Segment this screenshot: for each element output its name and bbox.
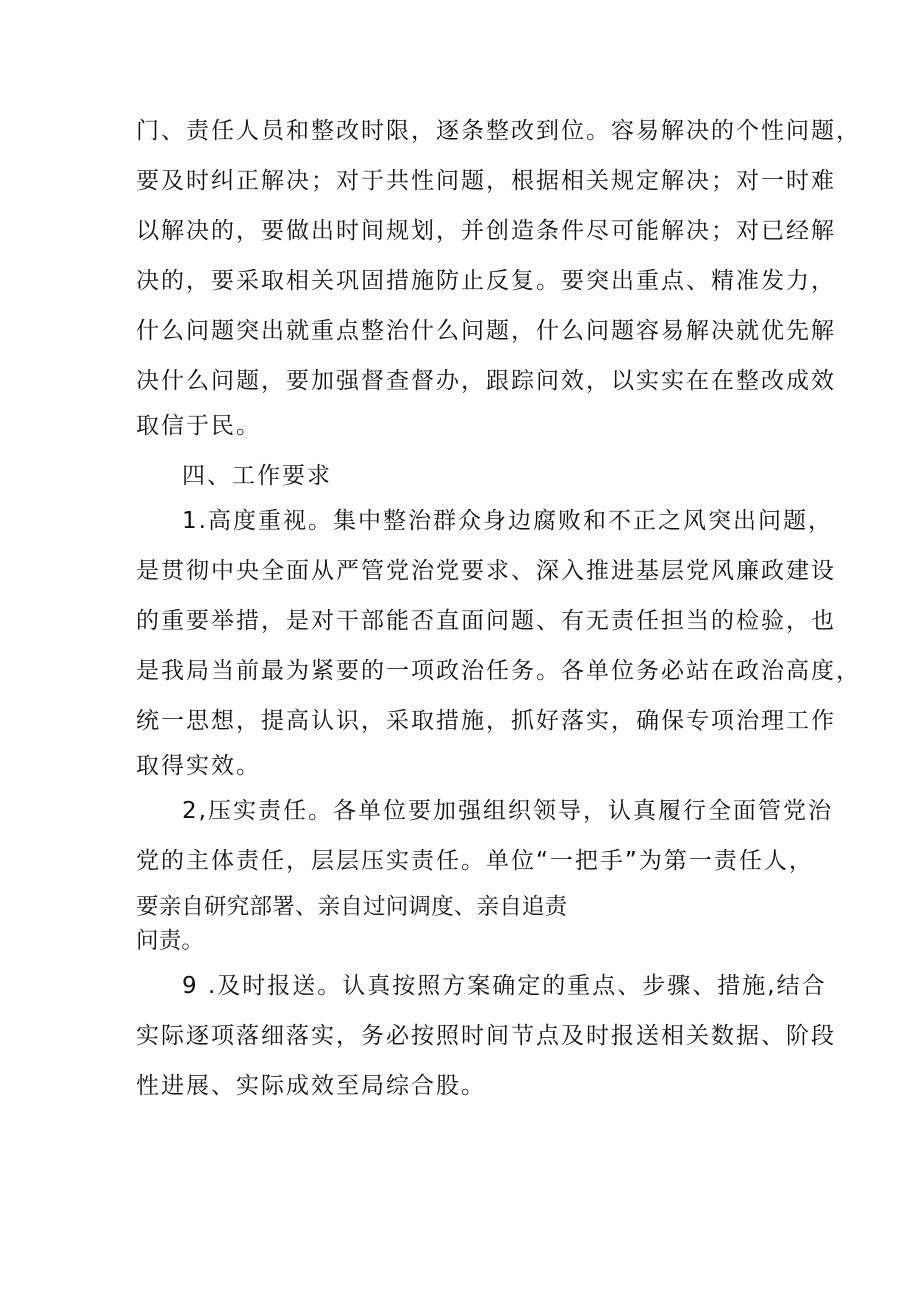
text-line-12: 是我局当前最为紧要的一项政治任务。各单位务必站在政治高度， (136, 658, 861, 684)
item-9-timely-report-line-1: 9 .及时报送。认真按照方案确定的重点、步骤、措施,结合 (182, 973, 827, 999)
item-2-responsibility-line-1: 2,压实责任。各单位要加强组织领导，认真履行全面管党治 (182, 798, 833, 824)
text-line-5: 什么问题突出就重点整治什么问题，什么问题容易解决就优先解 (136, 318, 836, 344)
text-line-10: 是贯彻中央全面从严管党治党要求、深入推进基层党风廉政建设 (136, 558, 836, 584)
text-line-1: 门、责任人员和整改时限，逐条整改到位。容易解决的个性问题， (136, 118, 861, 144)
item-1-high-attention-line-1: 1.高度重视。集中整治群众身边腐败和不正之风突出问题， (182, 508, 833, 534)
text-line-21: 性进展、实际成效至局综合股。 (136, 1073, 486, 1099)
text-line-18: 问责。 (136, 928, 205, 954)
text-line-2: 要及时纠正解决；对于共性问题，根据相关规定解决；对一时难 (136, 168, 836, 194)
text-line-17: 要亲自研究部署、亲自过问调度、亲自追责 (136, 894, 568, 920)
text-line-13: 统一思想，提高认识，采取措施，抓好落实，确保专项治理工作 (136, 708, 836, 734)
text-line-16: 党的主体责任，层层压实责任。单位“一把手”为第一责任人， (136, 848, 814, 874)
text-line-14: 取得实效。 (136, 753, 261, 779)
text-line-7: 取信于民。 (136, 413, 261, 439)
text-line-11: 的重要举措，是对干部能否直面问题、有无责任担当的检验，也 (136, 608, 836, 634)
section-heading-work-requirements: 四、工作要求 (182, 463, 332, 489)
text-line-4: 决的，要采取相关巩固措施防止反复。要突出重点、精准发力， (136, 268, 836, 294)
text-line-20: 实际逐项落细落实，务必按照时间节点及时报送相关数据、阶段 (136, 1023, 836, 1049)
text-line-6: 决什么问题，要加强督查督办，跟踪问效，以实实在在整改成效 (136, 368, 836, 394)
text-line-3: 以解决的，要做出时间规划，并创造条件尽可能解决；对已经解 (136, 218, 836, 244)
